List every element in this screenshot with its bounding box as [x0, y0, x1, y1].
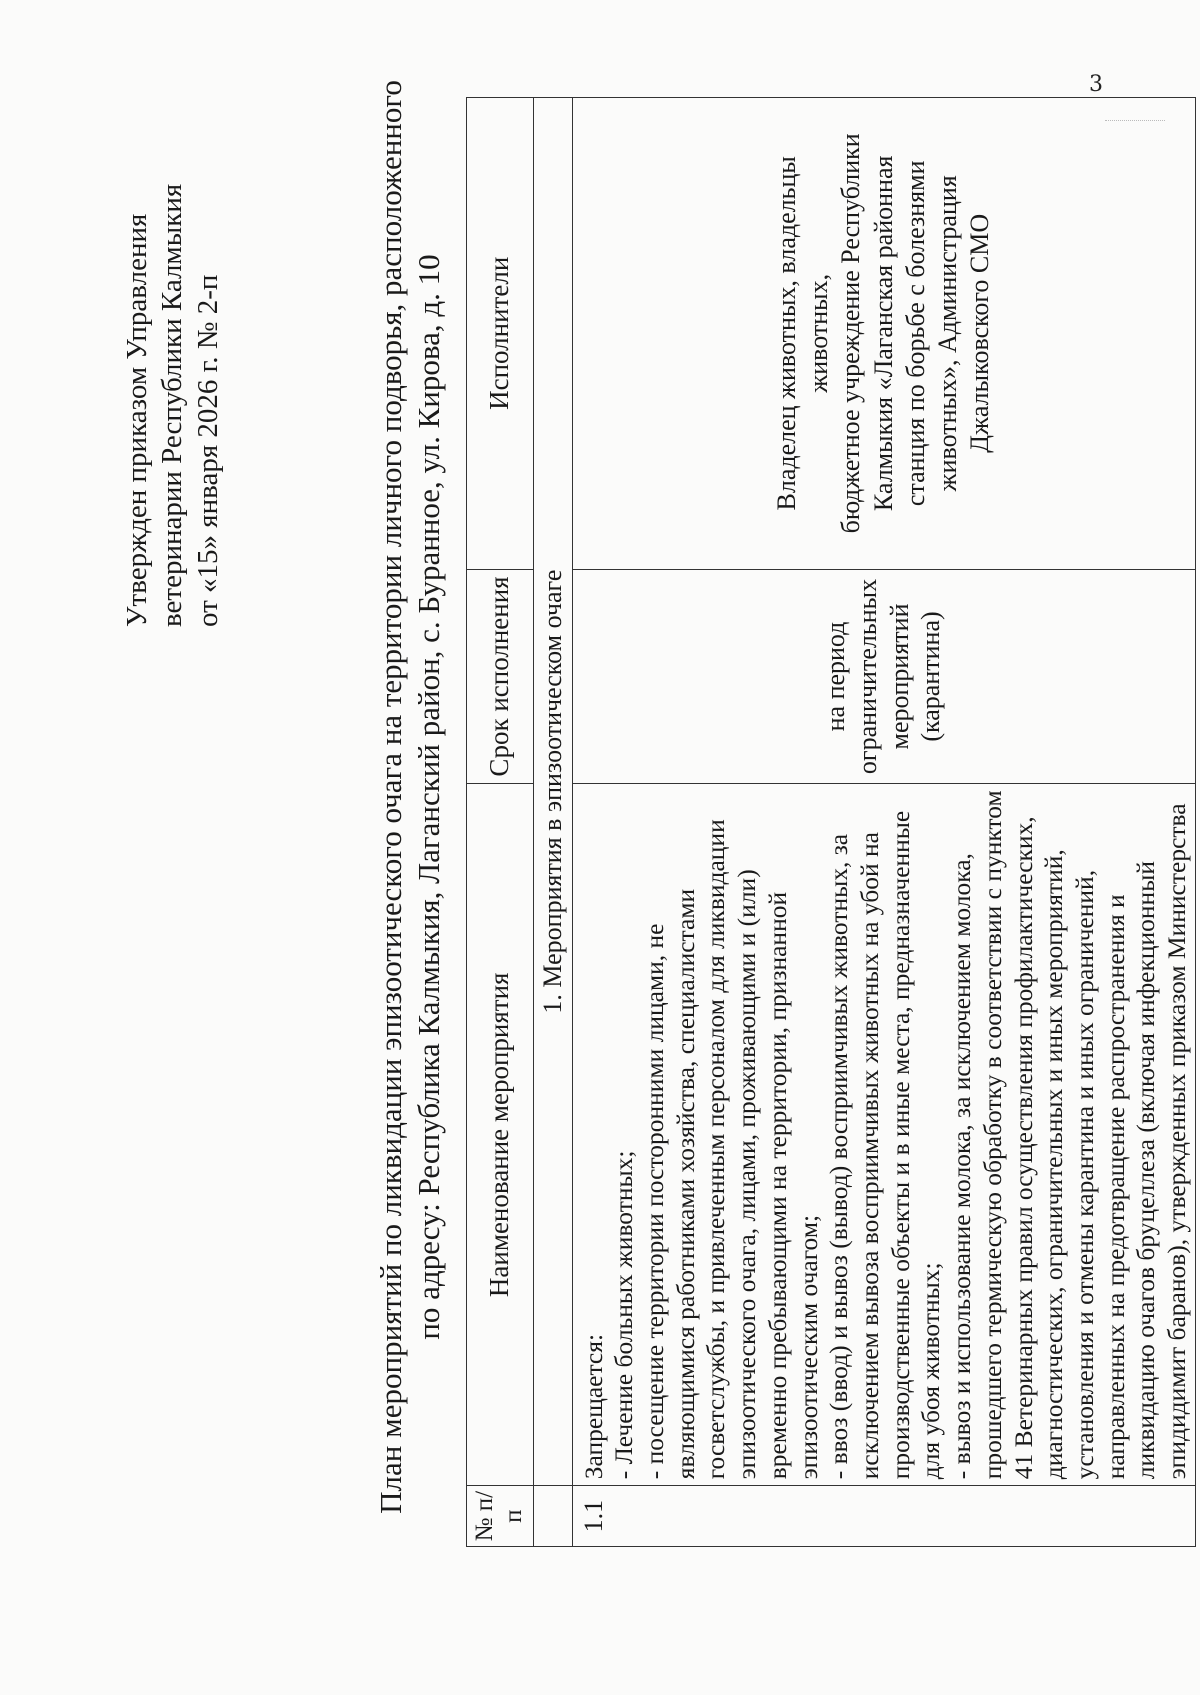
executors-cell: [572, 98, 1195, 570]
measure-line: ликвидацию очагов бруцеллеза (включая инфекционный: [1131, 861, 1161, 1480]
document-title: [372, 67, 448, 1527]
deadline-line: на период: [821, 621, 851, 732]
title-line: План мероприятий по ликвидации эпизоотического очага на территории личного подворья, расположенного: [373, 80, 408, 1514]
measure-line: исключением вывоза восприимчивых животных на убой на: [854, 832, 884, 1480]
section-number-cell: [533, 1486, 572, 1547]
deadline-cell: [572, 569, 1195, 784]
measure-line: производственные объекты и в иные места, предназначенные: [885, 810, 915, 1480]
rotated-content: [90, 67, 1192, 1627]
approval-line: ветеринарии Республики Калмыкия: [156, 183, 189, 627]
section-title: 1. Мероприятия в эпизоотическом очаге: [533, 98, 572, 1486]
measure-line: установления и отмены карантина и иных ограничений,: [1070, 869, 1099, 1480]
measure-line: 41 Ветеринарных правил осуществления профилактических,: [1008, 816, 1038, 1480]
deadline-line: мероприятий: [884, 603, 914, 750]
measure-line: направленных на предотвращение распространения и: [1100, 894, 1130, 1480]
measure-line: прошедшего термическую обработку в соответствии с пунктом: [977, 790, 1007, 1480]
measure-line: являющимися работниками хозяйства, специалистами: [670, 888, 700, 1480]
header-measure-name: Наименование мероприятия: [467, 784, 534, 1486]
measure-line: эпидидимит баранов), утвержденных приказом Министерства: [1162, 803, 1192, 1480]
approval-stamp-text: [120, 67, 226, 627]
table-header-row: [467, 98, 534, 1547]
header-deadline: Срок исполнения: [467, 569, 534, 784]
measure-line: временно пребывающими на территории, признанной: [762, 891, 792, 1480]
executors-line: животных», Администрация: [933, 175, 963, 492]
executors-line: Калмыкия «Лаганская районная: [868, 155, 898, 512]
page-number: 3: [1089, 72, 1103, 97]
header-number: № п/п: [467, 1486, 534, 1547]
measure-line: эпизоотического очага, лицами, проживающими и (или): [732, 869, 762, 1480]
measure-line: - вывоз и использование молока, за исключением молока,: [947, 853, 977, 1480]
section-row: [533, 98, 572, 1547]
title-line: по адресу: Республика Калмыкия, Лаганский район, с. Буранное, ул. Кирова, д. 10: [410, 254, 446, 1340]
measure-line: - Лечение больных животных;: [609, 1150, 639, 1480]
measure-line: диагностических, ограничительных и иных мероприятий,: [1039, 849, 1069, 1480]
deadline-line: (карантина): [916, 611, 946, 742]
executors-line: бюджетное учреждение Республики: [836, 133, 866, 534]
executors-line: Владелец животных, владельцы: [771, 156, 801, 511]
measure-line: для убоя животных;: [916, 1262, 946, 1480]
measure-line: эпизоотическим очагом;: [793, 1214, 823, 1480]
deadline-line: ограничительных: [852, 578, 882, 775]
header-executors: Исполнители: [467, 98, 534, 570]
measure-line: госветслужбы, и привлеченным персоналом для ликвидации: [701, 819, 731, 1480]
table-row: [572, 98, 1195, 1547]
measure-description: [572, 784, 1195, 1486]
executors-line: Джалыковского СМО: [965, 213, 995, 453]
measure-line: - посещение территории посторонними лицами, не: [639, 923, 669, 1480]
measures-table: [466, 97, 1196, 1547]
measure-line: - ввоз (ввод) и вывоз (вывод) восприимчивых животных, за: [824, 833, 854, 1480]
measure-line: Запрещается:: [578, 1333, 608, 1480]
executors-line: станция по борьбе с болезнями: [900, 160, 930, 507]
executors-line: животных,: [804, 273, 834, 393]
approval-line: от «15» января 2026 г. № 2-п: [191, 274, 224, 627]
approval-line: Утвержден приказом Управления: [121, 213, 153, 627]
row-number: 1.1: [572, 1486, 1195, 1547]
